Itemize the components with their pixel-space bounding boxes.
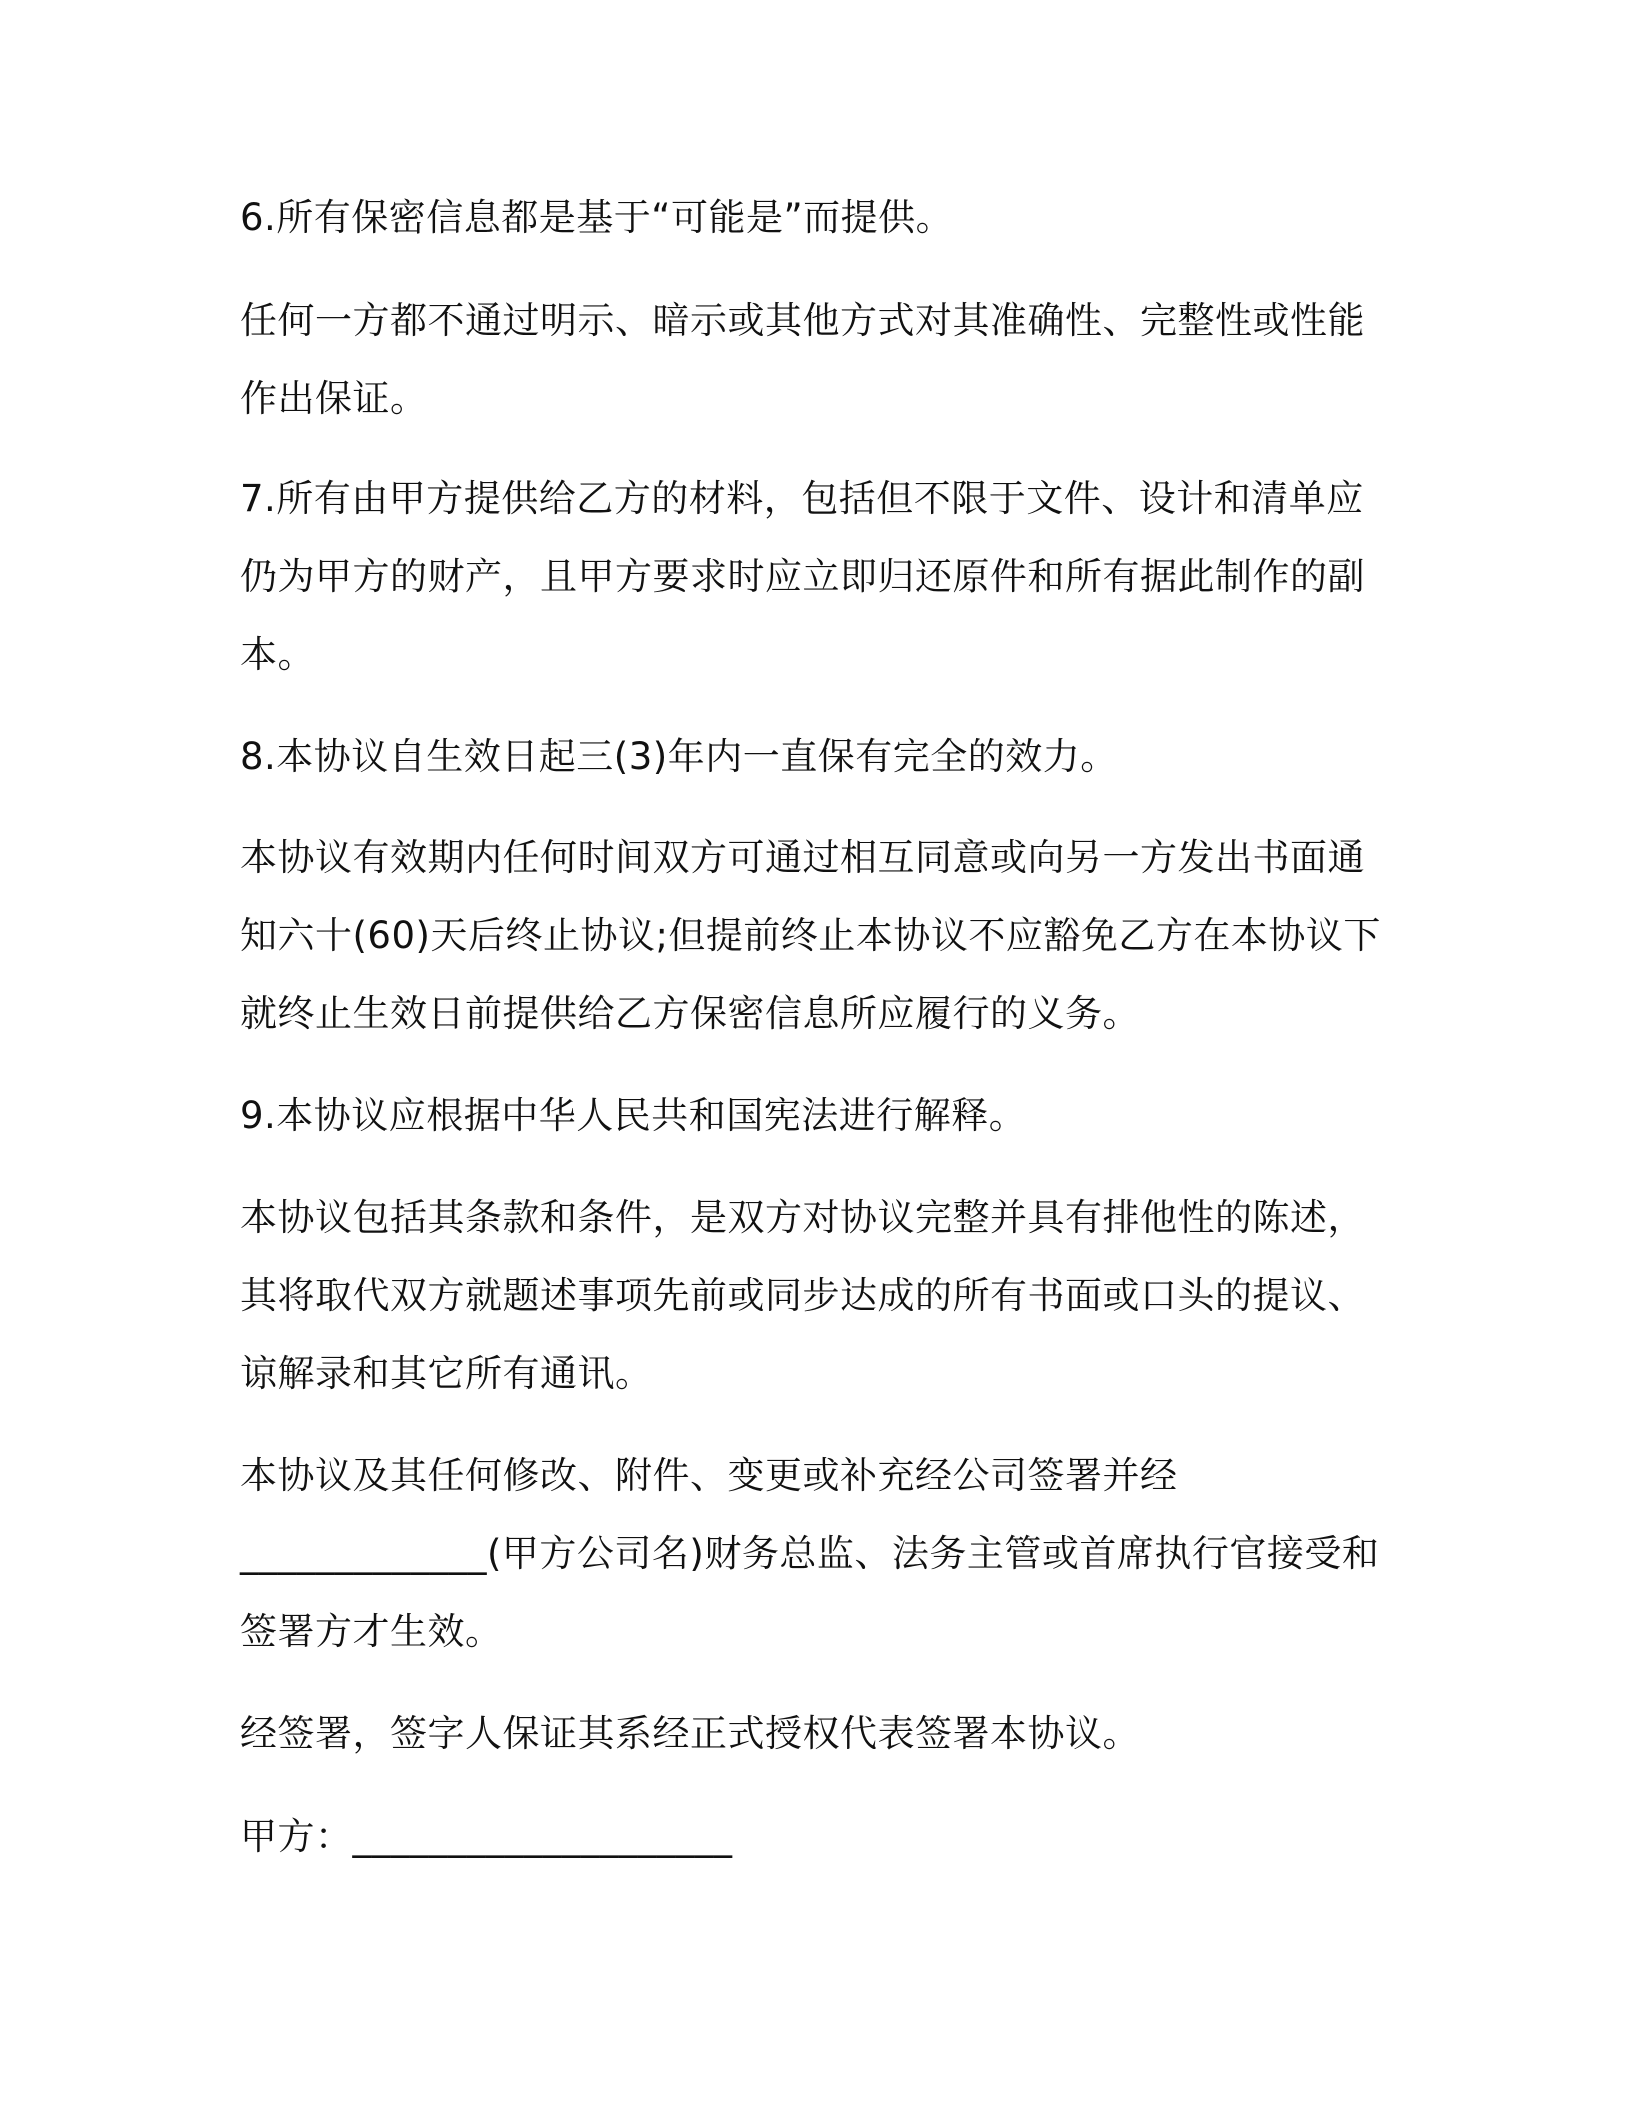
clause-9-heading: 9.本协议应根据中华人民共和国宪法进行解释。: [240, 1094, 1027, 1137]
clause-8-body-line-2: 知六十(60)天后终止协议;但提前终止本协议不应豁免乙方在本协议下: [240, 914, 1381, 957]
clause-7-line-1: 7.所有由甲方提供给乙方的材料，包括但不限于文件、设计和清单应: [240, 477, 1364, 520]
clause-8-body-line-1: 本协议有效期内任何时间双方可通过相互同意或向另一方发出书面通: [240, 836, 1365, 879]
clause-6-heading: 6.所有保密信息都是基于“可能是”而提供。: [240, 196, 954, 239]
clause-6-body-line-2: 作出保证。: [240, 377, 428, 420]
clause-7-line-3: 本。: [240, 633, 315, 676]
amendment-line-2: _____________(甲方公司名)财务总监、法务主管或首席执行官接受和: [240, 1532, 1380, 1575]
clause-8-body-line-3: 就终止生效日前提供给乙方保密信息所应履行的义务。: [240, 992, 1140, 1035]
authorization-statement: 经签署，签字人保证其系经正式授权代表签署本协议。: [240, 1712, 1140, 1755]
clause-7-line-2: 仍为甲方的财产，且甲方要求时应立即归还原件和所有据此制作的副: [240, 555, 1365, 598]
clause-9-body-line-1: 本协议包括其条款和条件，是双方对协议完整并具有排他性的陈述，: [240, 1196, 1365, 1239]
clause-8-heading: 8.本协议自生效日起三(3)年内一直保有完全的效力。: [240, 735, 1118, 778]
clause-9-body-line-3: 谅解录和其它所有通讯。: [240, 1352, 653, 1395]
amendment-line-3: 签署方才生效。: [240, 1610, 503, 1653]
party-a-signature-line: 甲方：____________________: [240, 1815, 733, 1858]
clause-9-body-line-2: 其将取代双方就题述事项先前或同步达成的所有书面或口头的提议、: [240, 1274, 1365, 1317]
clause-6-body-line-1: 任何一方都不通过明示、暗示或其他方式对其准确性、完整性或性能: [240, 299, 1365, 342]
amendment-line-1: 本协议及其任何修改、附件、变更或补充经公司签署并经: [240, 1454, 1178, 1497]
